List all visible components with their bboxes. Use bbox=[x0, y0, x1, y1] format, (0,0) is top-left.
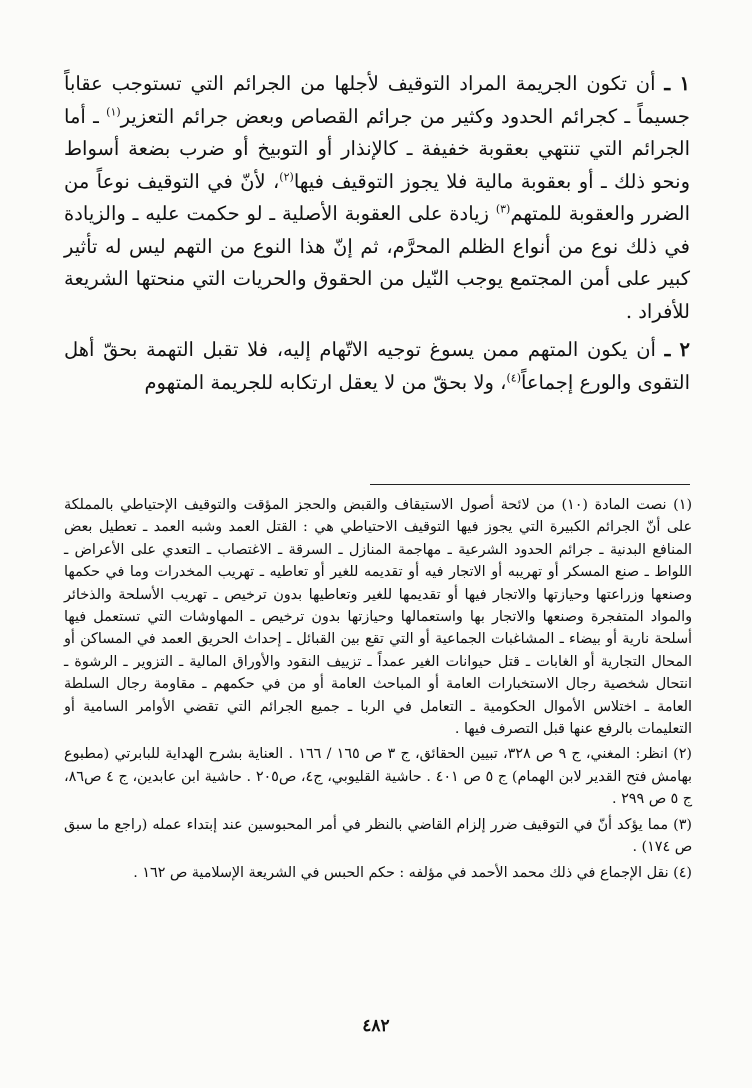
paragraph-text: ، لأنّ في التوقيف نوعاً من الضرر والعقوبة للمتهم bbox=[64, 169, 690, 225]
footnote-1: (١) نصت المادة (١٠) من لائحة أصول الاستيقاف والقبض والحجز المؤقت والتوقيف الإحتياطي بالمملكة على أنّ الجرائم الكبيرة التي يجوز فيها التوقيف الاحتياطي هي : القتل العمد وشبه العمد ـ تعطيل بعض المنافع البدنية ـ جرائم الحدود الشرعية ـ مهاجمة المنازل ـ السرقة ـ الاغتصاب ـ التعدي على الأعراض ـ اللواط ـ صنع المسكر أو تهريبه أو الاتجار فيه أو تقديمه للغير أو تعاطيه ـ تهريب المخدرات وما في حكمها وصنعها وزراعتها وحيازتها والاتجار فيها أو تقديمها للغير وتعاطيها بدون ترخيص ـ تهريب الأسلحة والذخائر والمواد المتفجرة وصنعها والاتجار بها واستعمالها وحيازتها بدون ترخيص ـ المهاوشات التي تستعمل فيها أسلحة نارية أو بيضاء ـ المشاغبات الجماعية أو التي تقع بين القبائل ـ إحداث الحريق العمد في المساكن أو المحال التجارية أو الغابات ـ قتل حيوانات الغير عمداً ـ تزييف النقود والأوراق المالية ـ التزوير ـ الرشوة ـ انتحال شخصية رجال الاستخبارات العامة أو المباحث العامة أو من في حكمهم ـ مقاومة رجال السلطة العامة ـ اختلاس الأموال الحكومية ـ التعامل في الربا ـ جميع الجرائم التي تقضي الأوامر السامية أو التعليمات بالرفع عنها قبل التصرف فيها . bbox=[64, 497, 693, 738]
footnotes bbox=[64, 494, 692, 887]
footnote-4: (٤) نقل الإجماع في ذلك محمد الأحمد في مؤلفه : حكم الحبس في الشريعة الإسلامية ص ١٦٢ . bbox=[133, 864, 692, 881]
footnote-2: (٢) انظر: المغني، ج ٩ ص ٣٢٨، تبيين الحقائق، ج ٣ ص ١٦٥ / ١٦٦ . العناية بشرح الهداية للبابرتي (مطبوع بهامش فتح القدير لابن الهمام) ج ٥ ص ٤٠١ . حاشية القليوبي، ج٤، ص٢٠٥ . حاشية ابن عابدين، ج ٤ ص٨٦، ج ٥ ص ٢٩٩ . bbox=[64, 746, 693, 808]
page-number: ٤٨٢ bbox=[362, 1016, 390, 1036]
paragraph-text: ـ أما الجرائم التي تنتهي بعقوبة خفيفة ـ كالإنذار أو التوبيخ أو ضرب بضعة أسواط ونحو ذلك ـ أو بعقوبة مالية فلا يجوز التوقيف فيها bbox=[64, 104, 690, 193]
main-paragraph-2 bbox=[64, 334, 690, 399]
paragraph-number: ٢ ـ bbox=[664, 338, 690, 361]
footnote-ref[interactable]: (٢) bbox=[279, 170, 294, 183]
paragraph-text: أن تكون الجريمة المراد التوقيف لأجلها من الجرائم التي تستوجب عقاباً جسيماً ـ كجرائم الحدود وكثير من جرائم القصاص وبعض جرائم التعزير bbox=[64, 72, 690, 128]
paragraph-text: زيادة على العقوبة الأصلية ـ لو حكمت عليه ـ والزيادة في ذلك نوع من أنواع الظلم المحرَّم، ثم إنّ هذا النوع من التهم ليس له تأثير كبير على أمن المجتمع يوجب النّيل من الحقوق والحريات التي منحتها الشريعة للأفراد . bbox=[64, 202, 690, 323]
footnote-3: (٣) مما يؤكد أنّ في التوقيف ضرر إلزام القاضي بالنظر في أمر المحبوسين عند إبتداء عمله (راجع ما سبق ص ١٧٤) . bbox=[64, 816, 692, 856]
paragraph-text: أن يكون المتهم ممن يسوغ توجيه الاتّهام إليه، فلا تقبل التهمة بحقّ أهل التقوى والورع إجماعاً bbox=[64, 338, 690, 394]
footnote-ref[interactable]: (٣) bbox=[495, 202, 511, 216]
main-text bbox=[64, 68, 690, 399]
footnote-ref[interactable]: (٤) bbox=[506, 371, 521, 384]
footnote-separator bbox=[370, 484, 690, 485]
main-paragraph-1 bbox=[64, 68, 690, 328]
paragraph-number: ١ ـ bbox=[664, 72, 691, 95]
paragraph-text: ، ولا بحقّ من لا يعقل ارتكابه للجريمة المتهوم bbox=[144, 370, 507, 394]
footnote-ref[interactable]: (١) bbox=[106, 105, 121, 118]
